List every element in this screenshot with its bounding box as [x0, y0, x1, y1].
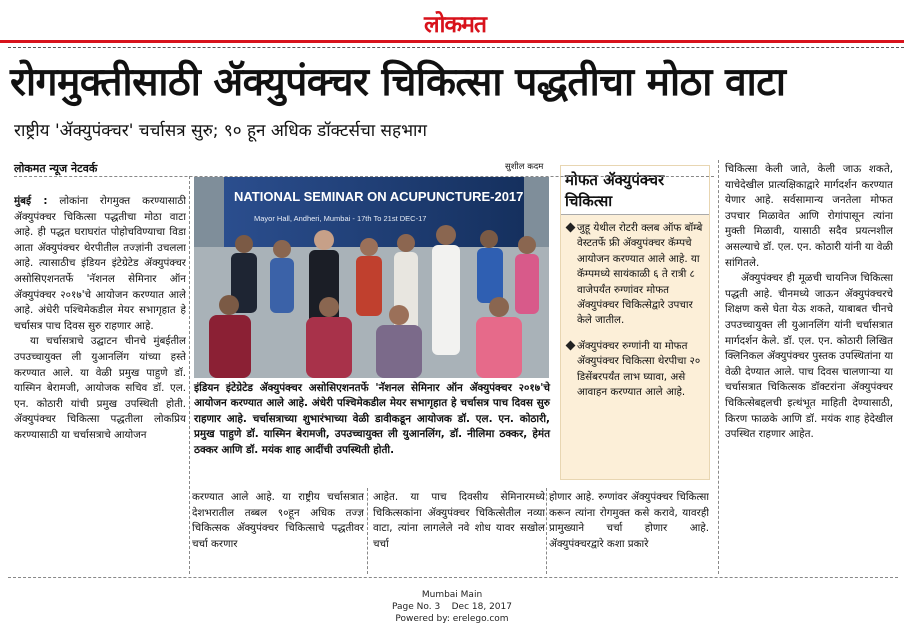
edition-label: Mumbai Main [421, 590, 483, 600]
sidebar-box [560, 165, 710, 480]
article-paragraph-5b: ॲक्युपंक्चर ही मूळची चायनिज चिकित्सा पद्धती आहे. चीनमध्ये जाऊन ॲक्युपंक्चरचे शिक्षण कसे घेता येऊ शकते, याबाबत चीनचे उपउच्चायुक्त ली युआनलिंग यांनी चर्चासत्रात मार्गदर्शन केले. डॉ. एल. एन. कोठारी लिखित क्लिनिकल ॲक्युपंक्चर पुस्तक उपस्थितांना या वेळी देण्यात आले. पाच दिवस चालणाऱ्या या चर्चासत्रात चिकित्सक डॉक्टरांना ॲक्युपंक्चर चिकित्सेबद्दलची इत्थंभूत माहिती देण्यासाठी, किरण फाळके आणि डॉ. मयंक शाह हेदेखील उपस्थित राहणार आहेत. [725, 272, 893, 441]
article-subhead: राष्ट्रीय 'ॲक्युपंक्चर' चर्चासत्र सुरु; ९० हून अधिक डॉक्टर्सचा सहभाग [14, 121, 427, 141]
article-column-3: आहेत. या पाच दिवसीय सेमिनारमध्ये चिकित्सकांना ॲक्युपंक्चर चिकित्सेतील नव्या वाटा, त्यांना लागलेले नवे शोध यावर सखोल चर्चा [373, 491, 545, 550]
photo-credit: सुशील कदम [505, 162, 544, 172]
sidebar-bullet-1-text: जुहू येथील रोटरी क्लब ऑफ बॉम्बे वेस्टतर्फे फ्री ॲक्युपंक्चर कॅम्पचे आयोजन करण्यात आले आहे. या कॅम्पमध्ये सायंकाळी ६ ते रात्री ८ वाजेपर्यंत रुग्णांवर मोफत ॲक्युपंक्चर चिकित्सेद्वारे उपचार केले जातील. [577, 222, 703, 327]
byline-separator [14, 176, 714, 177]
article-paragraph-1 [14, 194, 186, 334]
column-separator [718, 160, 719, 574]
dateline: मुंबई : [14, 195, 48, 207]
diamond-bullet-icon [566, 223, 576, 233]
article-column-2: करण्यात आले आहे. या राष्ट्रीय चर्चासत्रात देशभरातील तब्बल ९०हून अधिक तज्ज्ञ चिकित्सक ॲक्युपंक्चर चिकित्साचे पद्धतीवर चर्चा करणार [192, 491, 364, 550]
byline: लोकमत न्यूज नेटवर्क [14, 162, 98, 175]
sidebar-title: मोफत ॲक्युपंक्चर चिकित्सा [561, 166, 709, 215]
article-column-5 [725, 162, 893, 572]
sidebar-body [561, 215, 709, 400]
photo-banner-title: NATIONAL SEMINAR ON ACUPUNCTURE-2017 [234, 189, 524, 204]
event-photo [194, 177, 549, 378]
article-paragraph-2: या चर्चासत्राचे उद्घाटन चीनचे मुंबईतील उपउच्चायुक्त ली युआनलिंग यांच्या हस्ते करण्यात आले. या वेळी प्रमुख पाहुणे डॉ. यास्मिन बेरामजी, आयोजक सचिव डॉ. एल. एन. कोठारी यांची प्रमुख उपस्थिती होती. ॲक्युपंक्चर चिकित्सा पद्धतीला लोकप्रिय करण्यासाठी या चर्चासत्राचे आयोजन [14, 335, 186, 441]
column-separator [189, 176, 190, 574]
newspaper-logo: लोकमत [423, 11, 487, 38]
page-date-label: Page No. 3 Dec 18, 2017 [392, 602, 512, 612]
paragraph-1-text: लोकांना रोगमुक्त करण्यासाठी ॲक्युपंक्चर चिकित्सा पद्धतीचा मोठा वाटा आहे. ही पद्धत घराघरांत पोहोचविण्याचा विडा आता ॲक्युपंक्चर थेरपीतील तज्ज्ञांनी उचलला आहे. त्यासाठीच इंडियन इंटेग्रेटेड ॲक्युपंक्चर असोसिएशनतर्फे 'नॅशनल सेमिनार ऑन ॲक्युपंक्चर २०१७'चे आयोजन करण्यात आले आहे. अंधेरी पश्चिमेकडील मेयर सभागृहात हे चर्चासत्र पाच दिवस सुरु राहणार आहे. [14, 195, 186, 332]
article-column-4: होणार आहे. रुग्णांवर ॲक्युपंक्चर चिकित्सा करून त्यांना रोगमुक्त कसे करावे, यावरही प्रामुख्याने चर्चा होणार आहे. ॲक्युपंक्चरद्वारे कशा प्रकारे [549, 491, 709, 550]
column-separator [546, 488, 547, 574]
photo-banner-subtitle: Mayor Hall, Andheri, Mumbai - 17th To 21st DEC-17 [254, 214, 427, 223]
page-footer [0, 589, 904, 625]
masthead-rule [0, 40, 904, 43]
sidebar-bullet-2-text: ॲक्युपंक्चर रुग्णांनी या मोफत ॲक्युपंक्चर चिकित्सा थेरपीचा २० डिसेंबरपर्यंत लाभ घ्यावा, असे आवाहन करण्यात आले आहे. [577, 339, 701, 399]
article-column-1 [14, 194, 186, 570]
masthead [0, 0, 904, 40]
powered-by-link[interactable]: Powered by: erelego.com [395, 614, 509, 624]
sidebar-bullet-1 [567, 221, 703, 329]
photo-caption: इंडियन इंटेग्रेटेड ॲक्युपंक्चर असोसिएशनतर्फे 'नॅशनल सेमिनार ऑन ॲक्युपंक्चर २०१७'चे आयोजन करण्यात आले आहे. अंधेरी पश्चिमेकडील मेयर सभागृहात हे चर्चासत्र पाच दिवस सुरु राहणार आहे. चर्चासत्राच्या शुभारंभाच्या वेळी डावीकडून आयोजक डॉ. एल. एन. कोठारी, प्रमुख पाहुणे डॉ. यास्मिन बेरामजी, उपउच्चायुक्त ली युआनलिंग, डॉ. नीलिमा ठक्कर, हेमंत ठक्कर आणि डॉ. मयंक शाह आदींची उपस्थिती होती. [194, 382, 550, 456]
column-separator [367, 488, 368, 574]
article-headline: रोगमुक्तीसाठी ॲक्युपंक्चर चिकित्सा पद्धतीचा मोठा वाटा [10, 60, 786, 105]
article-bottom-rule [8, 577, 898, 578]
sidebar-bullet-2 [567, 339, 703, 401]
diamond-bullet-icon [566, 340, 576, 350]
masthead-dashed-rule [8, 47, 904, 48]
article-paragraph-5a: चिकित्सा केली जाते, केली जाऊ शकते, याचेदेखील प्रात्यक्षिकाद्वारे मार्गदर्शन करण्यात येणार आहे. सर्वसामान्य जनतेला मोफत उपचार मिळावेत आणि रोगांपासून त्यांना मुक्ती मिळावी, यासाठी सदैव प्रयत्नशील असल्याचे डॉ. एल. एन. कोठारी यांनी या वेळी सांगितले. [725, 163, 893, 269]
event-photo-illustration [194, 177, 549, 378]
